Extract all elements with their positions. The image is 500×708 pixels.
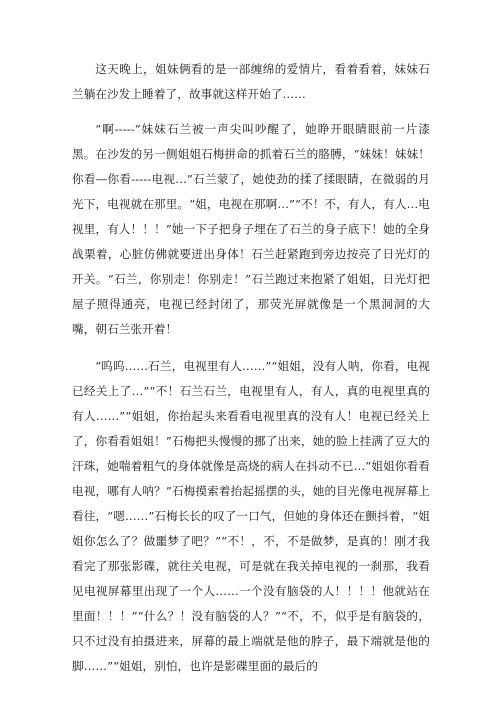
document-body [72, 57, 430, 689]
paragraph-1: 这天晚上，姐妹俩看的是一部缠绵的爱情片，看着看着，妹妹石兰躺在沙发上睡着了，故事就这样开始了…… [72, 62, 430, 101]
paragraph-3: “呜呜……石兰，电视里有人……”“姐姐，没有人呐，你看，电视已经关上了…”“不！石兰石兰，电视里有人，有人，真的电视里真的有人……”“姐姐，你抬起头来看看电视里真的没有人！电视已经关上了，你看看姐姐！”石梅把头慢慢的挪了出来，她的脸上挂满了豆大的汗珠，她喘着粗气的身体就像是高烧的病人在抖动不已…“姐姐你看看电视，哪有人呐？”石梅摸索着抬起摇摆的头，她的目光像电视屏幕上看往，“嗯……”石梅长长的叹了一口气，但她的身体还在颤抖着，“姐姐你怎么了？做噩梦了吧？”“不！，不，不是做梦，是真的！刚才我看完了那张影碟，就往关电视，可是就在我关掉电视的一刹那，我看见电视屏幕里出现了一个人……一个没有脑袋的人！！！！他就站在里面！！！”“什么？！没有脑袋的人？”“不，不，似乎是有脑袋的，只不过没有拍摄进来，屏幕的最上端就是他的脖子，最下端就是他的脚……”“姐姐，别怕，也许是影碟里面的最后的 [72, 359, 430, 673]
paragraph-2: “啊-----”妹妹石兰被一声尖叫吵醒了，她睁开眼睛眼前一片漆黑。在沙发的另一侧姐姐石梅拼命的抓着石兰的胳膊，“妹妹！妹妹！你看—你看-----电视…”石兰蒙了，她使劲的揉了揉眼睛，在微弱的月光下，电视就在那里。“姐，电视在那啊…”“不！不，有人，有人…电视里，有人！！！”她一下子把身子埋在了石兰的身子底下！她的全身战栗着，心脏仿佛就要迸出身体！石兰赶紧跑到旁边按亮了日光灯的开关。“石兰，你别走！你别走！”石兰跑过来抱紧了姐姐，日光灯把屋子照得通亮，电视已经封闭了，那荧光屏就像是一个黑洞洞的大嘴，朝石兰张开着！ [72, 122, 430, 336]
